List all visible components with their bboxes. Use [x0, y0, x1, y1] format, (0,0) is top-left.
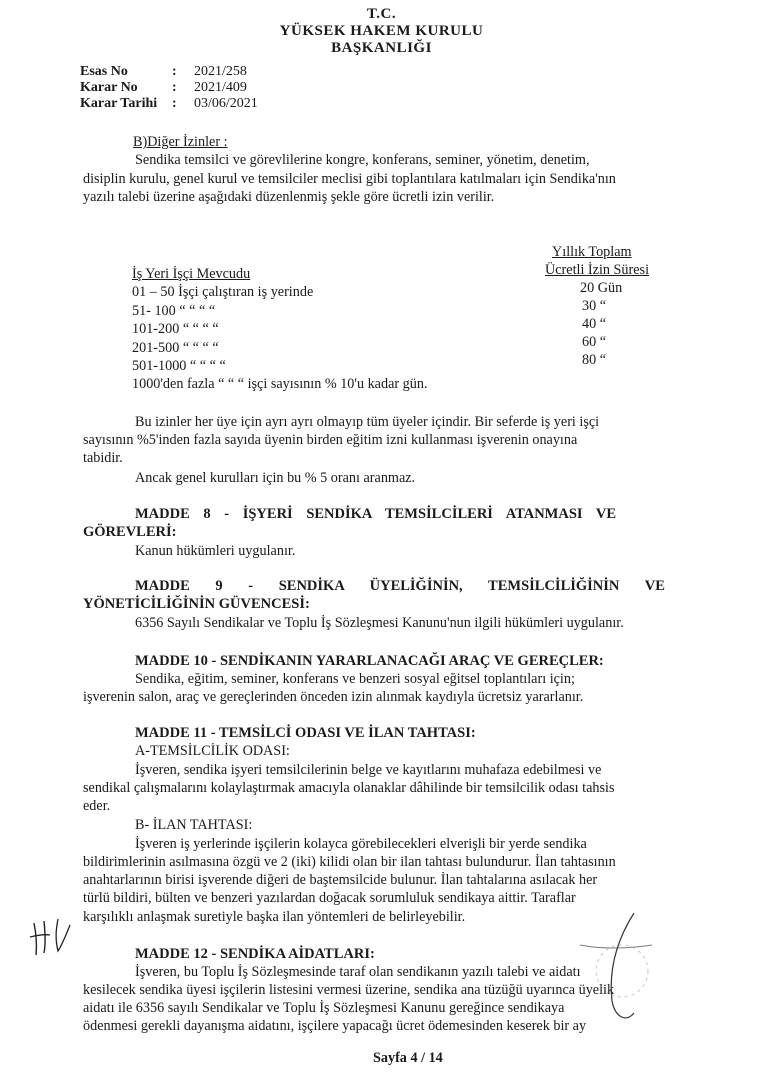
paragraph-line: sendikal çalışmalarını kolaylaştırmak amacıyla olanaklar dâhilinde bir temsilcilik odası tahsis [83, 780, 615, 796]
page-number: Sayfa 4 / 14 [373, 1050, 443, 1066]
meta-value: 03/06/2021 [194, 96, 258, 111]
table-row-right: 60 “ [582, 334, 607, 350]
paragraph-line: türlü bildiri, bülten ve benzeri yazılardan doğacak sorumluluk sendikaya aittir. Taraflar [83, 890, 576, 906]
paragraph-line: sayısının %5'inden fazla sayıda üyenin birden eğitim izni kullanması işverenin onayına [83, 432, 578, 448]
subsection-b-title: B- İLAN TAHTASI: [135, 817, 253, 833]
header-presidency: BAŞKANLIĞI [331, 40, 432, 56]
article-9-title-cont: YÖNETİCİLİĞİNİN GÜVENCESİ: [83, 596, 310, 612]
table-row-right: 20 Gün [580, 280, 623, 296]
column-header-yearly: Yıllık Toplam [552, 244, 632, 260]
table-row-left: 01 – 50 İşçi çalıştıran iş yerinde [132, 284, 314, 300]
section-b-title: B)Diğer İzinler : [133, 134, 228, 150]
table-row-right: 80 “ [582, 352, 607, 368]
subsection-a-title: A-TEMSİLCİLİK ODASI: [135, 743, 290, 759]
paragraph-line: 6356 Sayılı Sendikalar ve Toplu İş Sözleşmesi Kanunu'nun ilgili hükümleri uygulanır. [135, 615, 624, 631]
handwritten-initials-icon [28, 915, 74, 959]
article-8-title: MADDE 8 - İŞYERİ SENDİKA TEMSİLCİLERİ ATANMASI VE [135, 506, 617, 522]
paragraph-line: anahtarlarının birisi işverende diğeri de baştemsilcide bulunur. İlan tahtalarına asılacak her [83, 872, 598, 888]
paragraph-line: Kanun hükümleri uygulanır. [135, 543, 296, 559]
header-institution: YÜKSEK HAKEM KURULU [279, 23, 484, 39]
meta-karar: Karar No : 2021/409 [80, 80, 247, 95]
paragraph-line: bildirimlerinin asılmasına özgü ve 2 (iki) kilidi olan bir ilan tahtası bulundurur. İlan tahtasının [83, 854, 616, 870]
table-header-workers: İş Yeri İşçi Mevcudu [132, 266, 251, 282]
paragraph-line: Sendika, eğitim, seminer, konferans ve benzeri sosyal eğitsel toplantıları için; [135, 671, 575, 687]
paragraph-line: eder. [83, 798, 111, 814]
meta-label: Karar Tarihi [80, 96, 158, 111]
table-row-right: 40 “ [582, 316, 607, 332]
article-9-title: MADDE 9 - SENDİKA ÜYELİĞİNİN, TEMSİLCİLİĞİNİN VE [135, 578, 665, 594]
paragraph-line: Bu izinler her üye için ayrı ayrı olmayıp tüm üyeler içindir. Bir seferde iş yeri işçi [135, 414, 600, 430]
article-12-title: MADDE 12 - SENDİKA AİDATLARI: [135, 946, 375, 962]
table-row-right: 30 “ [582, 298, 607, 314]
paragraph-line: ödenmesi gerekli dayanışma aidatını, işçilere yapacağı ücret ödemesinden keserek bir ay [83, 1018, 587, 1034]
table-row-left: 51- 100 “ “ “ “ [132, 303, 216, 319]
table-row-left: 201-500 “ “ “ “ [132, 340, 219, 356]
table-row-left: 1000'den fazla “ “ “ işçi sayısının % 10'u kadar gün. [132, 376, 428, 392]
paragraph-line: aidatı ile 6356 sayılı Sendikalar ve Toplu İş Sözleşmesi Kanunu gereğince sendikaya [83, 1000, 565, 1016]
paragraph-line: disiplin kurulu, genel kurul ve temsilciler meclisi gibi toplantılara katılmaları için Sendika'nın [83, 171, 616, 187]
paragraph-line: kesilecek sendika üyesi işçilerin listesini vermesi üzerine, sendika ana tüzüğü uyarınca üyelik [83, 982, 615, 998]
meta-label: Esas No [80, 64, 128, 79]
paragraph-line: İşveren, sendika işyeri temsilcilerinin belge ve kayıtlarını muhafaza edebilmesi ve [135, 762, 602, 778]
paragraph-line: yazılı talebi üzerine aşağıdaki düzenlenmiş şekle göre ücretli izin verilir. [83, 189, 495, 205]
table-row-left: 101-200 “ “ “ “ [132, 321, 219, 337]
meta-value: 2021/409 [194, 80, 247, 95]
column-header-paid-leave: Ücretli İzin Süresi [545, 262, 650, 278]
article-11-title: MADDE 11 - TEMSİLCİ ODASI VE İLAN TAHTASI: [135, 725, 476, 741]
paragraph-line: İşveren, bu Toplu İş Sözleşmesinde taraf olan sendikanın yazılı talebi ve aidatı [135, 964, 581, 980]
meta-value: 2021/258 [194, 64, 247, 79]
header-tc: T.C. [366, 6, 397, 22]
article-10-title: MADDE 10 - SENDİKANIN YARARLANACAĞI ARAÇ VE GEREÇLER: [135, 653, 604, 669]
article-8-title-cont: GÖREVLERİ: [83, 524, 177, 540]
meta-label: Karar No [80, 80, 138, 95]
meta-esas: Esas No : 2021/258 [80, 64, 247, 79]
paragraph-line: tabidir. [83, 450, 123, 466]
paragraph-line: karşılıklı anlaşmak suretiyle başka ilan yöntemleri de belirleyebilir. [83, 909, 466, 925]
meta-karar-tarihi: Karar Tarihi : 03/06/2021 [80, 96, 258, 111]
table-row-left: 501-1000 “ “ “ “ [132, 358, 226, 374]
paragraph-line: İşveren iş yerlerinde işçilerin kolayca görebilecekleri elverişli bir yerde sendika [135, 836, 587, 852]
paragraph-line: Ancak genel kurulları için bu % 5 oranı aranmaz. [135, 470, 416, 486]
signature-scribble-icon [560, 905, 670, 1035]
paragraph-line: Sendika temsilci ve görevlilerine kongre, konferans, seminer, yönetim, denetim, [135, 152, 590, 168]
paragraph-line: işverenin salon, araç ve gereçlerinden önceden izin alınmak kaydıyla ücretsiz yararlanır. [83, 689, 584, 705]
